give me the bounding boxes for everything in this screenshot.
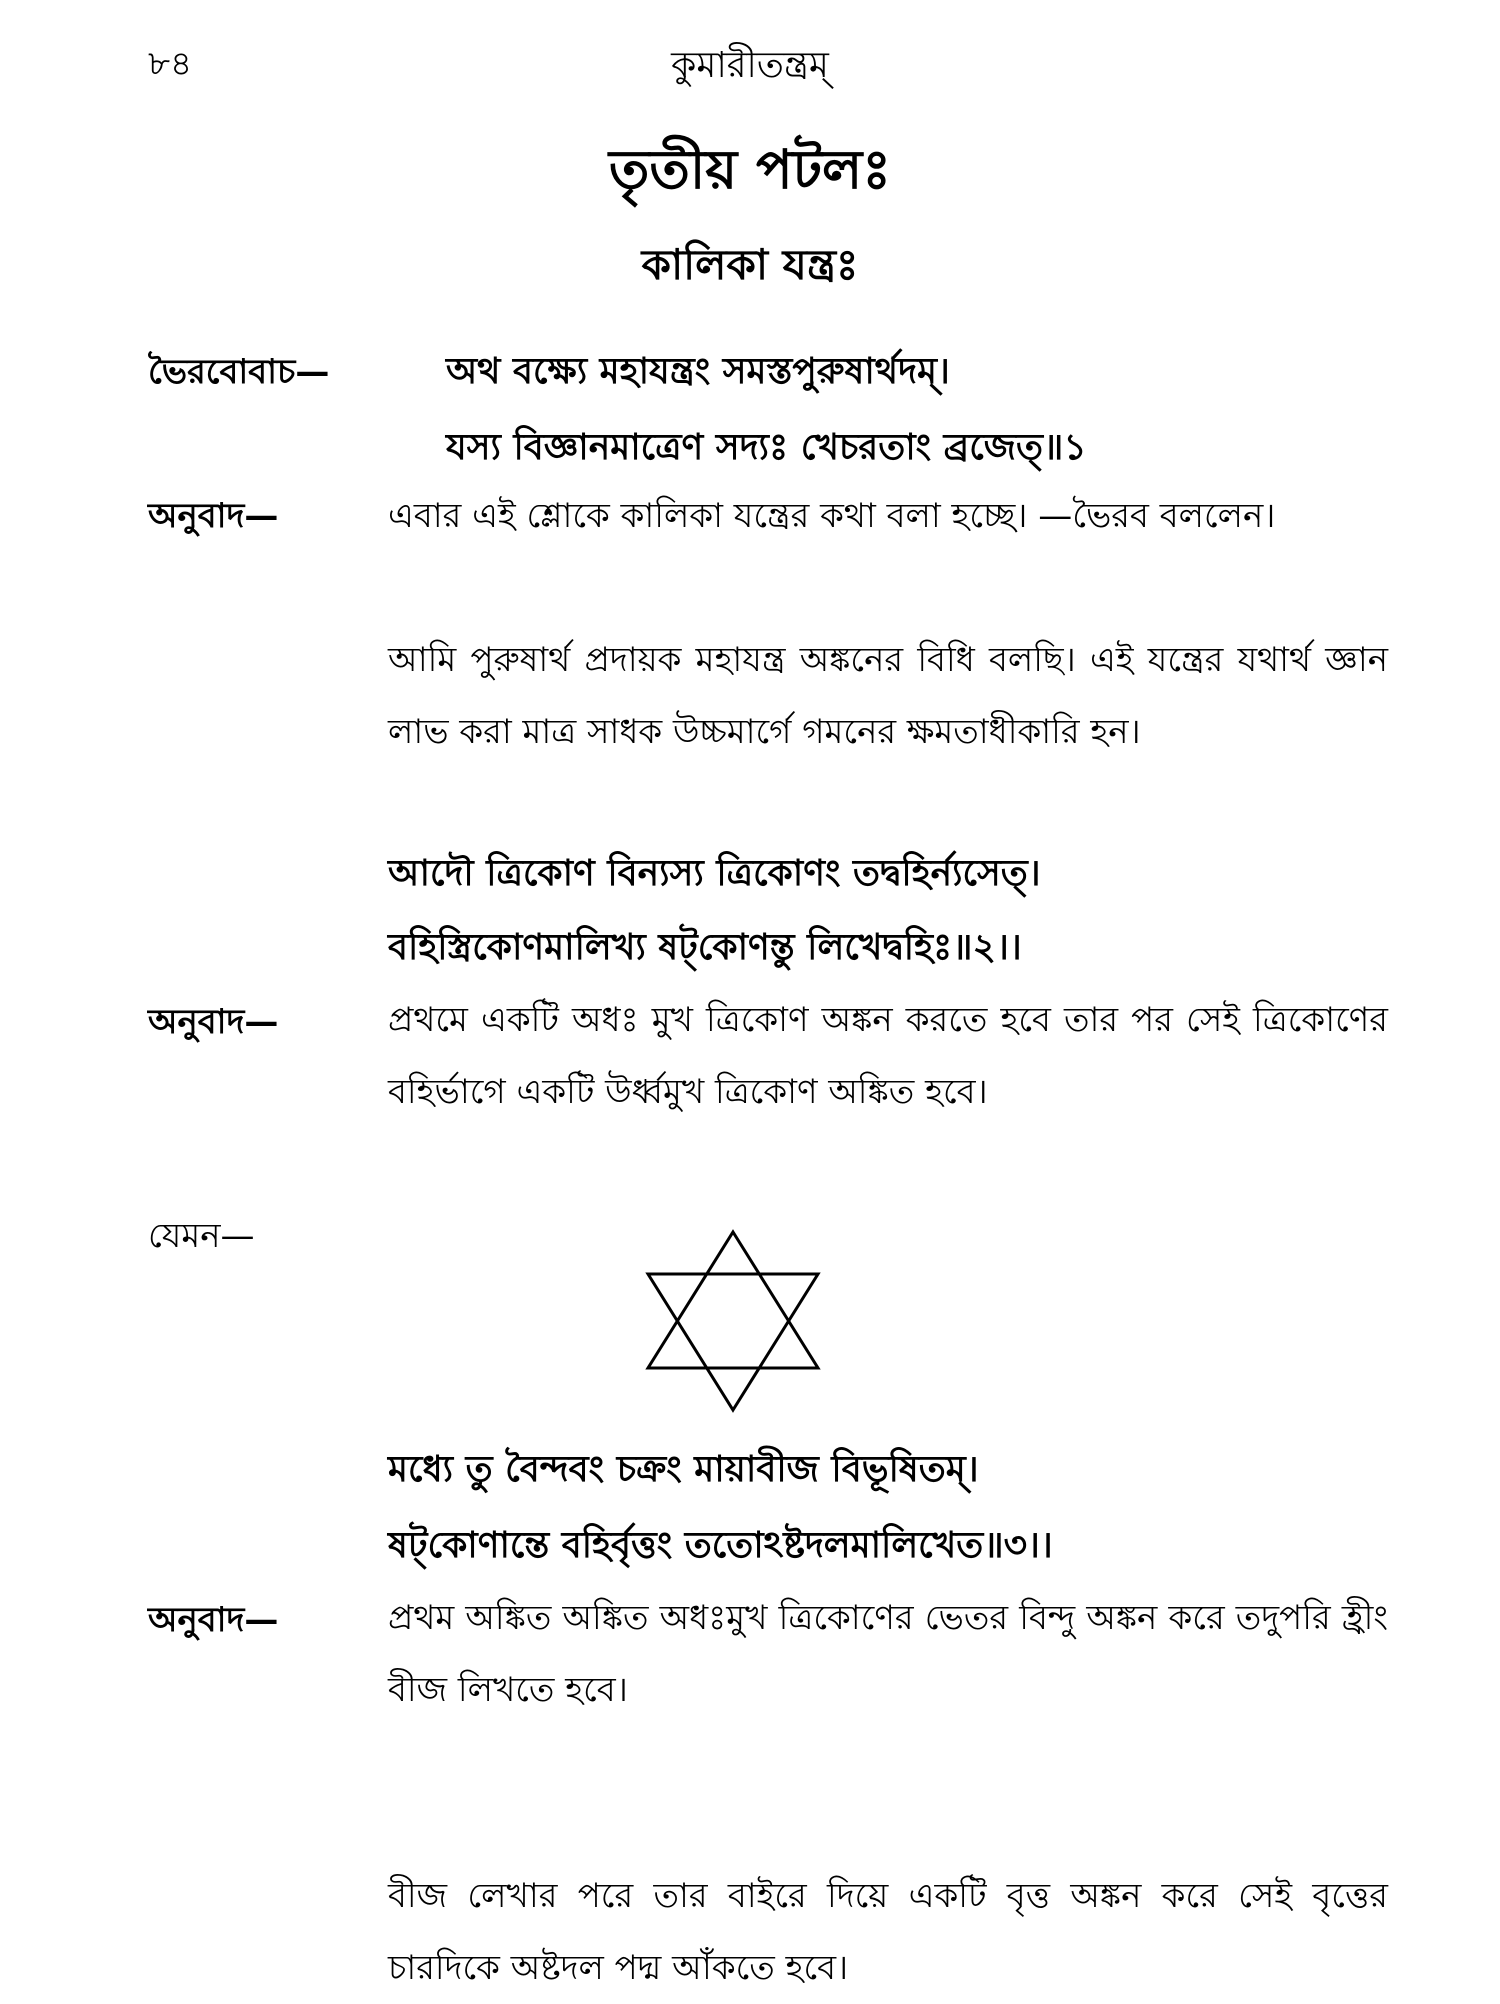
anubad-label-1: অনুবাদ— xyxy=(148,496,279,536)
verse-2-line-2: বহিস্ত্রিকোণমালিখ্য ষট্‌কোণন্তু লিখেদ্বহিঃ॥২।। xyxy=(388,927,1022,968)
verse-1-line-2: যস্য বিজ্ঞানমাত্রেণ সদ্যঃ খেচরতাং ব্রজেত্॥১ xyxy=(446,427,1087,468)
anubad-label-3: অনুবাদ— xyxy=(148,1600,279,1640)
running-title: কুমারীতন্ত্রম্ xyxy=(671,45,829,86)
chapter-title: তৃতীয় পটলঃ xyxy=(608,138,892,201)
upward-triangle xyxy=(648,1232,818,1368)
example-label: যেমন— xyxy=(148,1216,255,1256)
chapter-subtitle: কালিকা যন্ত্রঃ xyxy=(641,240,859,289)
anubad-text-1a: এবার এই শ্লোকে কালিকা যন্ত্রের কথা বলা হচ্ছে। —ভৈরব বললেন। xyxy=(388,496,1276,536)
verse-3-line-1: মধ্যে তু বৈন্দবং চক্রং মায়াবীজ বিভূষিতম্। xyxy=(388,1449,979,1490)
verse-2-line-1: আদৌ ত্রিকোণ বিন্যস্য ত্রিকোণং তদ্বহির্ন্যসেত্। xyxy=(388,853,1041,894)
anubad-text-2: প্রথমে একটি অধঃ মুখ ত্রিকোণ অঙ্কন করতে হবে তার পর সেই ত্রিকোণের বহির্ভাগে একটি উর্ধ্বমুখ ত্রিকোণ অঙ্কিত হবে। xyxy=(388,1000,1388,1112)
anubad-text-1b: আমি পুরুষার্থ প্রদায়ক মহাযন্ত্র অঙ্কনের বিধি বলছি। এই যন্ত্রের যথার্থ জ্ঞান লাভ করা মাত্র সাধক উচ্চমার্গে গমনের ক্ষমতাধীকারি হন। xyxy=(388,640,1388,752)
verse-1-line-1: অথ বক্ষ্যে মহাযন্ত্রং সমস্তপুরুষার্থদম্। xyxy=(446,351,950,392)
verse-3-line-2: ষট্‌কোণান্তে বহির্বৃত্তং ততোঽষ্টদলমালিখেত॥৩।। xyxy=(388,1525,1053,1566)
downward-triangle xyxy=(648,1274,818,1410)
closing-paragraph: বীজ লেখার পরে তার বাইরে দিয়ে একটি বৃত্ত অঙ্কন করে সেই বৃত্তের চারদিকে অষ্টদল পদ্ম আঁকতে হবে। xyxy=(388,1876,1388,1988)
speaker-label: ভৈরবোবাচ— xyxy=(148,352,330,392)
page-number: ৮৪ xyxy=(148,44,193,84)
anubad-label-2: অনুবাদ— xyxy=(148,1002,279,1042)
hexagram-icon xyxy=(640,1228,826,1414)
anubad-text-3: প্রথম অঙ্কিত অঙ্কিত অধঃমুখ ত্রিকোণের ভেতর বিন্দু অঙ্কন করে তদুপরি হ্রীং বীজ লিখতে হবে। xyxy=(388,1598,1388,1710)
